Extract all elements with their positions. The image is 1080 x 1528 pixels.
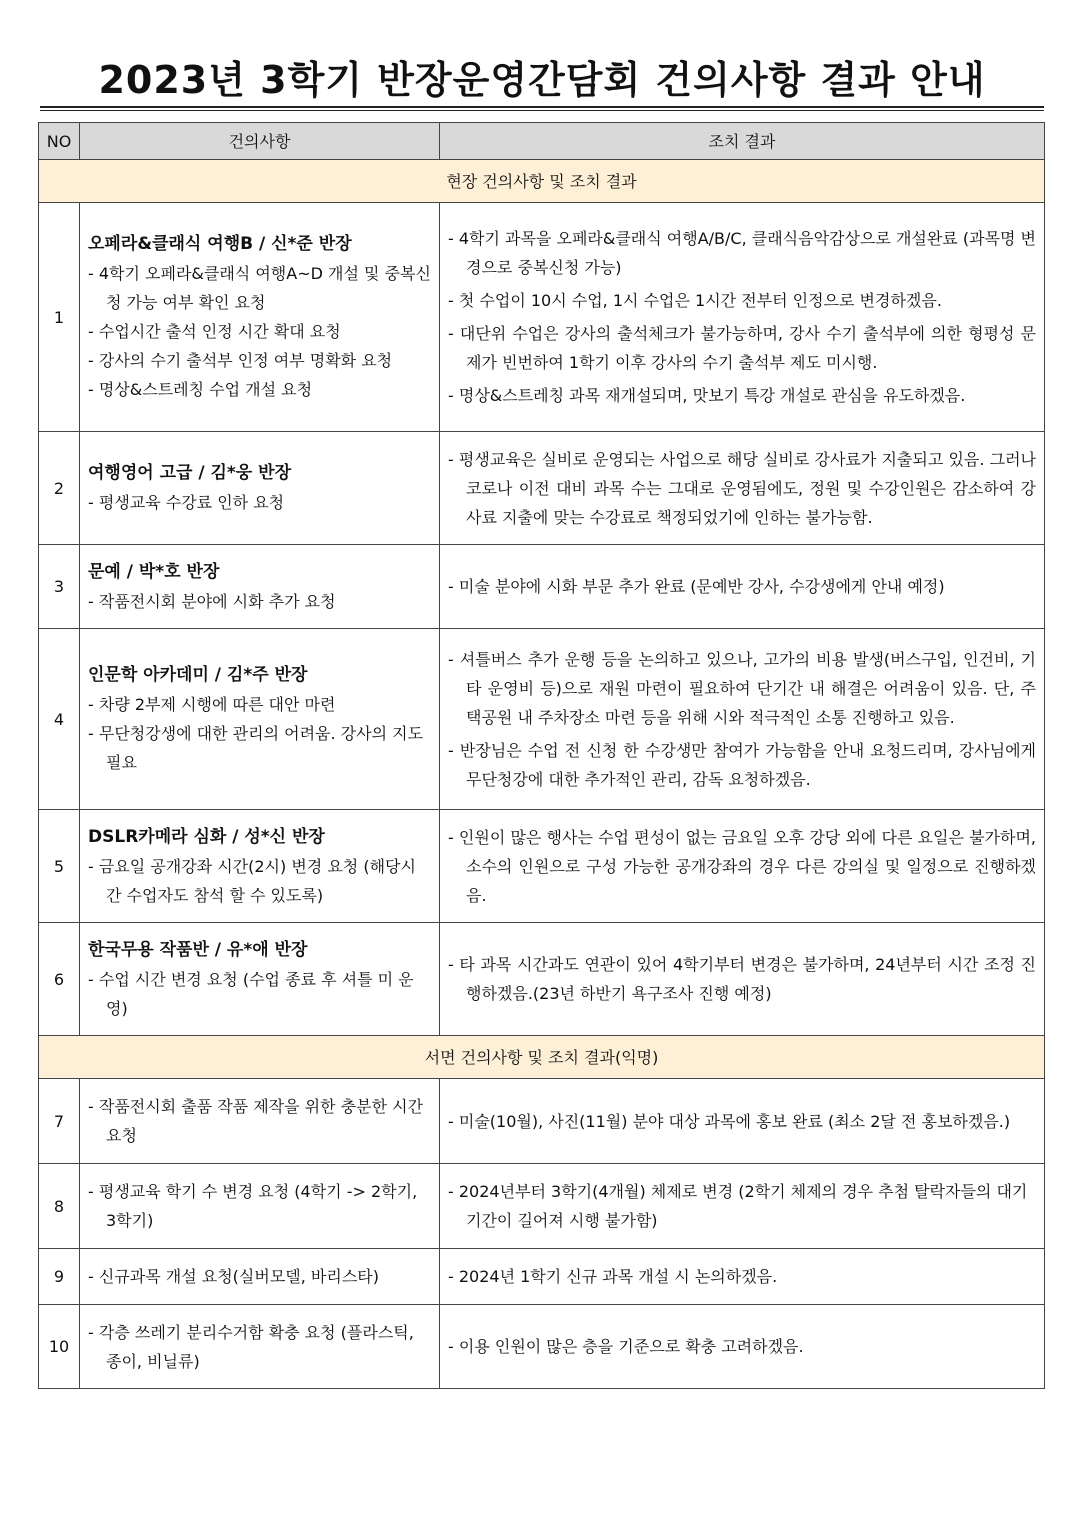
row-number: 10 (39, 1305, 80, 1389)
request-cell (80, 1305, 440, 1389)
result-cell (440, 203, 1045, 432)
request-item: - 4학기 오페라&클래식 여행A~D 개설 및 중복신청 가능 여부 확인 요청 (88, 264, 431, 312)
result-item: - 2024년부터 3학기(4개월) 체제로 변경 (2학기 체제의 경우 추첨 탈락자들의 대기 기간이 길어져 시행 불가함) (448, 1182, 1028, 1230)
header-request: 건의사항 (80, 123, 440, 160)
request-item: - 강사의 수기 출석부 인정 여부 명확화 요청 (88, 351, 393, 370)
suggestion-results-table (38, 122, 1045, 1389)
row-number: 4 (39, 629, 80, 810)
result-item: - 명상&스트레칭 과목 재개설되며, 맛보기 특강 개설로 관심을 유도하겠음. (448, 386, 966, 405)
result-item: - 이용 인원이 많은 층을 기준으로 확충 고려하겠음. (448, 1337, 804, 1356)
request-item: - 수업 시간 변경 요청 (수업 종료 후 셔틀 미 운영) (88, 969, 414, 1018)
table-row (39, 923, 1045, 1036)
result-cell (440, 1164, 1045, 1249)
request-item: - 작품전시회 분야에 시화 추가 요청 (88, 591, 336, 611)
result-cell (440, 432, 1045, 545)
result-item: - 미술 분야에 시화 부문 추가 완료 (문예반 강사, 수강생에게 안내 예정) (448, 577, 945, 596)
result-item: - 대단위 수업은 강사의 출석체크가 불가능하며, 강사 수기 출석부에 의한 형평성 문제가 빈번하여 1학기 이후 강사의 수기 출석부 제도 미시행. (448, 324, 1036, 372)
table-row (39, 203, 1045, 432)
request-cell (80, 203, 440, 432)
result-item: - 2024년 1학기 신규 과목 개설 시 논의하겠음. (448, 1267, 778, 1286)
request-title: DSLR카메라 심화 / 성*신 반장 (88, 826, 325, 847)
section-row-written (39, 1036, 1045, 1079)
result-item: - 4학기 과목을 오페라&클래식 여행A/B/C, 클래식음악감상으로 개설완료 (과목명 변경으로 중복신청 가능) (448, 229, 1037, 277)
page-title: 2023년 3학기 반장운영간담회 건의사항 결과 안내 (98, 58, 986, 102)
row-number: 9 (39, 1249, 80, 1305)
result-item: - 첫 수업이 10시 수업, 1시 수업은 1시간 전부터 인정으로 변경하겠음. (448, 291, 942, 310)
header-result: 조치 결과 (440, 123, 1045, 160)
request-item: - 신규과목 개설 요청(실버모델, 바리스타) (88, 1267, 379, 1286)
row-number: 6 (39, 923, 80, 1036)
row-number: 3 (39, 545, 80, 629)
request-cell (80, 1164, 440, 1249)
result-cell (440, 629, 1045, 810)
row-number: 1 (39, 203, 80, 432)
request-item: - 명상&스트레칭 수업 개설 요청 (88, 380, 313, 399)
request-title: 인문학 아카데미 / 김*주 반장 (88, 665, 308, 685)
request-title: 오페라&클래식 여행B / 신*준 반장 (88, 234, 352, 254)
section-row-onsite (39, 160, 1045, 203)
result-cell (440, 923, 1045, 1036)
request-cell (80, 432, 440, 545)
row-number: 8 (39, 1164, 80, 1249)
request-item: - 평생교육 학기 수 변경 요청 (4학기 -> 2학기, 3학기) (88, 1182, 418, 1230)
table-header-row (39, 123, 1045, 160)
request-item: - 무단청강생에 대한 관리의 어려움. 강사의 지도 필요 (88, 724, 424, 772)
section-title-onsite: 현장 건의사항 및 조치 결과 (39, 160, 1045, 203)
table-row (39, 810, 1045, 923)
result-item: - 타 과목 시간과도 연관이 있어 4학기부터 변경은 불가하며, 24년부터 시간 조정 진행하겠음.(23년 하반기 욕구조사 진행 예정) (448, 955, 1036, 1003)
result-item: - 반장님은 수업 전 신청 한 수강생만 참여가 가능함을 안내 요청드리며, 강사님에게 무단청강에 대한 추가적인 관리, 감독 요청하겠음. (448, 740, 1036, 789)
result-cell (440, 810, 1045, 923)
title-divider (40, 106, 1044, 108)
table-row (39, 545, 1045, 629)
request-title: 문예 / 박*호 반장 (88, 561, 220, 582)
table-row (39, 629, 1045, 810)
request-cell (80, 629, 440, 810)
result-item: - 셔틀버스 추가 운행 등을 논의하고 있으나, 고가의 비용 발생(버스구입, 인건비, 기타 운영비 등)으로 재원 마련이 필요하여 단기간 내 해결은 어려움이 있음. 단, 주택공원 내 주차장소 마련 등을 위해 시와 적극적인 소통 진행하고 있음. (448, 649, 1036, 727)
table-row (39, 1079, 1045, 1164)
result-item: - 미술(10월), 사진(11월) 분야 대상 과목에 홍보 완료 (최소 2달 전 홍보하겠음.) (448, 1111, 1011, 1131)
result-item: - 평생교육은 실비로 운영되는 사업으로 해당 실비로 강사료가 지출되고 있음. 그러나 코로나 이전 대비 과목 수는 그대로 운영됨에도, 정원 및 수강인원은 감소하여 강사료 지출에 맞는 수강료로 책정되었기에 인하는 불가능함. (448, 449, 1036, 527)
result-cell (440, 545, 1045, 629)
result-cell (440, 1249, 1045, 1305)
request-cell (80, 545, 440, 629)
request-title: 여행영어 고급 / 김*웅 반장 (88, 463, 291, 483)
request-item: - 차량 2부제 시행에 따른 대안 마련 (88, 695, 336, 714)
header-no: NO (39, 123, 80, 160)
result-cell (440, 1079, 1045, 1164)
request-item: - 수업시간 출석 인정 시간 확대 요청 (88, 322, 341, 341)
request-item: - 평생교육 수강료 인하 요청 (88, 493, 285, 512)
table-row (39, 432, 1045, 545)
row-number: 5 (39, 810, 80, 923)
table-row (39, 1305, 1045, 1389)
request-item: - 각층 쓰레기 분리수거함 확충 요청 (플라스틱, 종이, 비닐류) (88, 1322, 414, 1371)
section-title-written: 서면 건의사항 및 조치 결과(익명) (39, 1036, 1045, 1079)
request-cell (80, 1079, 440, 1164)
request-item: - 금요일 공개강좌 시간(2시) 변경 요청 (해당시간 수업자도 참석 할 수 있도록) (88, 856, 416, 905)
request-cell (80, 923, 440, 1036)
row-number: 2 (39, 432, 80, 545)
table-row (39, 1164, 1045, 1249)
request-title: 한국무용 작품반 / 유*애 반장 (88, 939, 308, 960)
table-row (39, 1249, 1045, 1305)
result-cell (440, 1305, 1045, 1389)
request-cell (80, 810, 440, 923)
row-number: 7 (39, 1079, 80, 1164)
request-cell (80, 1249, 440, 1305)
result-item: - 인원이 많은 행사는 수업 편성이 없는 금요일 오후 강당 외에 다른 요일은 불가하며, 소수의 인원으로 구성 가능한 공개강좌의 경우 다른 강의실 및 일정으로 진행하겠음. (448, 827, 1036, 905)
title-divider-thin (40, 110, 1044, 111)
request-item: - 작품전시회 출품 작품 제작을 위한 충분한 시간 요청 (88, 1097, 424, 1145)
